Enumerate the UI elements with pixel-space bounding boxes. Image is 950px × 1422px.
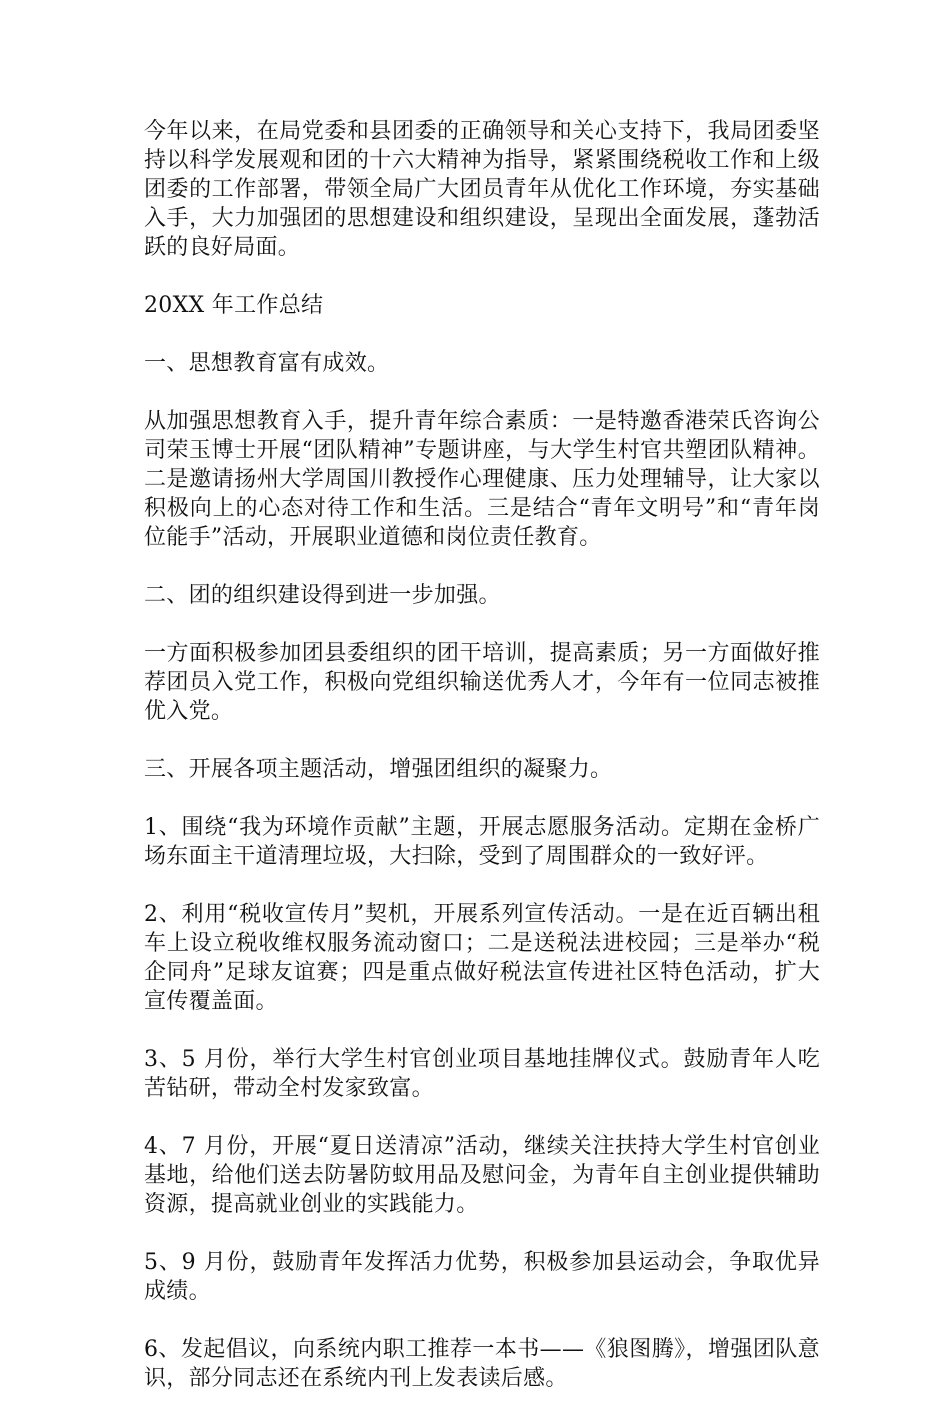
section-2-paragraph: 一方面积极参加团县委组织的团干培训，提高素质；另一方面做好推荐团员入党工作，积极向党组织输送优秀人才，今年有一位同志被推优入党。 bbox=[144, 641, 820, 724]
activity-item-3: 3、5 月份，举行大学生村官创业项目基地挂牌仪式。鼓励青年人吃苦钻研，带动全村发家致富。 bbox=[144, 1047, 820, 1101]
section-heading-1: 一、思想教育富有成效。 bbox=[144, 351, 390, 376]
summary-heading: 20XX 年工作总结 bbox=[144, 293, 324, 318]
activity-item-6: 6、发起倡议，向系统内职工推荐一本书——《狼图腾》，增强团队意识，部分同志还在系统内刊上发表读后感。 bbox=[144, 1337, 820, 1391]
activity-item-4: 4、7 月份，开展“夏日送清凉”活动，继续关注扶持大学生村官创业基地，给他们送去防暑防蚊用品及慰问金，为青年自主创业提供辅助资源，提高就业创业的实践能力。 bbox=[144, 1134, 820, 1217]
section-heading-3: 三、开展各项主题活动，增强团组织的凝聚力。 bbox=[144, 757, 613, 782]
activity-item-1: 1、围绕“我为环境作贡献”主题，开展志愿服务活动。定期在金桥广场东面主干道清理垃圾，大扫除，受到了周围群众的一致好评。 bbox=[144, 815, 820, 869]
section-heading-2: 二、团的组织建设得到进一步加强。 bbox=[144, 583, 501, 608]
section-1-paragraph: 从加强思想教育入手，提升青年综合素质：一是特邀香港荣氏咨询公司荣玉博士开展“团队精神”专题讲座，与大学生村官共塑团队精神。二是邀请扬州大学周国川教授作心理健康、压力处理辅导，让大家以积极向上的心态对待工作和生活。三是结合“青年文明号”和“青年岗位能手”活动，开展职业道德和岗位责任教育。 bbox=[144, 409, 820, 550]
document-page bbox=[144, 117, 820, 1422]
intro-paragraph: 今年以来，在局党委和县团委的正确领导和关心支持下，我局团委坚持以科学发展观和团的十六大精神为指导，紧紧围绕税收工作和上级团委的工作部署，带领全局广大团员青年从优化工作环境，夯实基础入手，大力加强团的思想建设和组织建设，呈现出全面发展，蓬勃活跃的良好局面。 bbox=[144, 119, 820, 260]
activity-item-2: 2、利用“税收宣传月”契机，开展系列宣传活动。一是在近百辆出租车上设立税收维权服务流动窗口；二是送税法进校园；三是举办“税企同舟”足球友谊赛；四是重点做好税法宣传进社区特色活动，扩大宣传覆盖面。 bbox=[144, 902, 820, 1014]
activity-item-5: 5、9 月份，鼓励青年发挥活力优势，积极参加县运动会，争取优异成绩。 bbox=[144, 1250, 820, 1304]
